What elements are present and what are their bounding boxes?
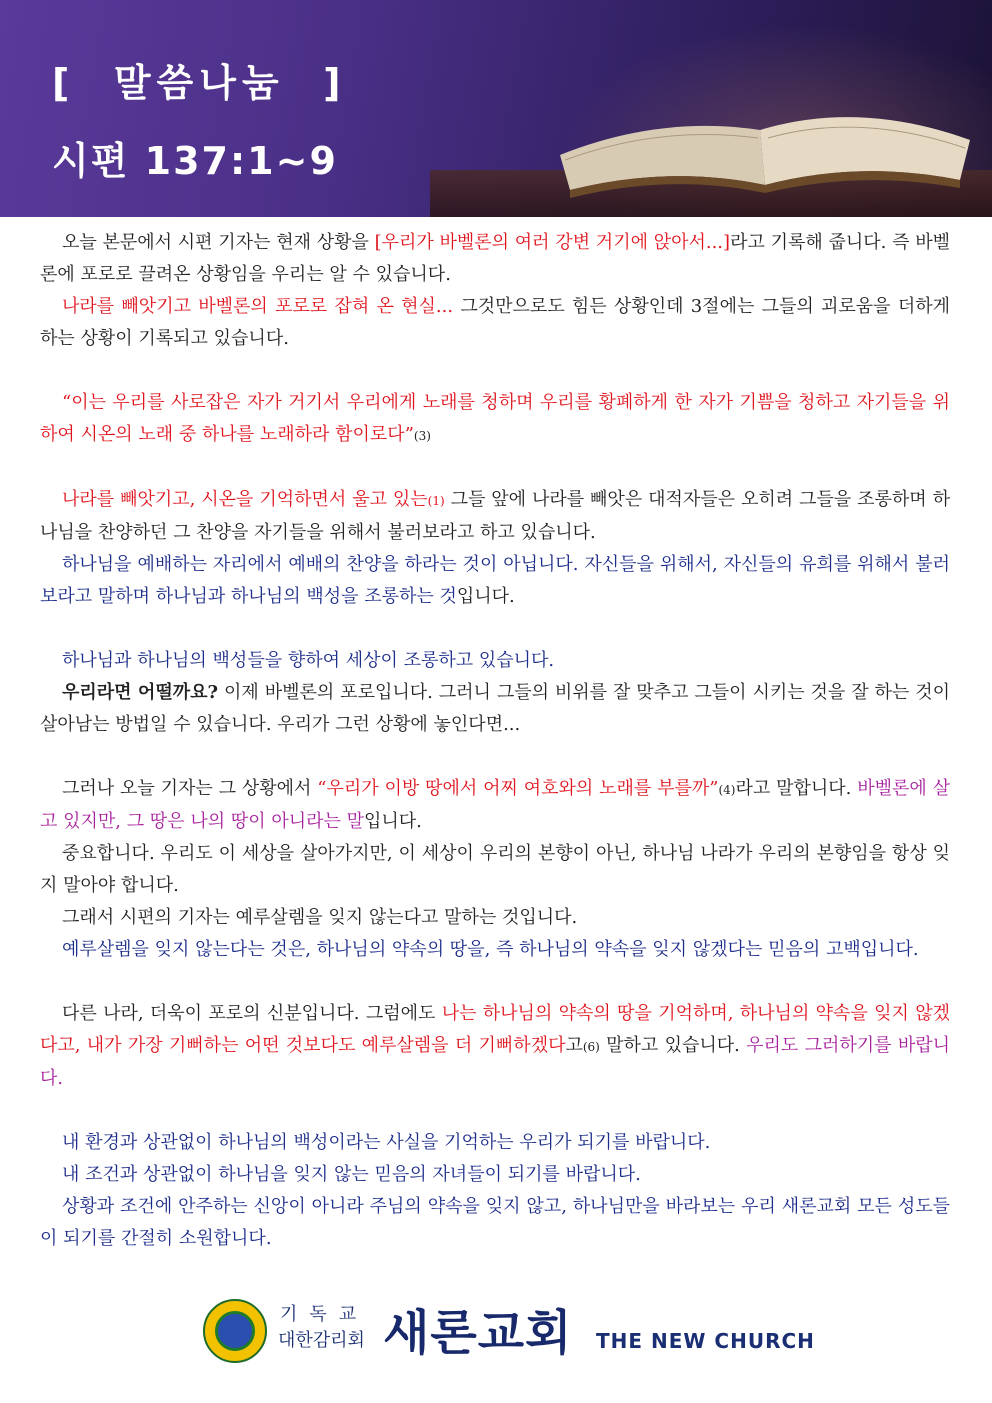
church-footer (200, 1296, 820, 1376)
sermon-body (40, 227, 950, 1255)
scripture-passage: 시편 137:1~9 (52, 139, 338, 183)
paragraph: 중요합니다. 우리도 이 세상을 살아가지만, 이 세상이 우리의 본향이 아닌, 하나님 나라가 우리의 본향임을 항상 잊지 말아야 합니다. (40, 843, 950, 896)
org-line2: 대한감리회 (278, 1330, 365, 1351)
church-emblem-logo (203, 1299, 267, 1363)
page-title: [ 말씀나눔 ] (52, 61, 347, 105)
scripture-quote: “이는 우리를 사로잡은 자가 거기서 우리에게 노래를 청하며 우리를 황폐하게 한 자가 기쁨을 청하고 자기들을 위하여 시온의 노래 중 하나를 노래하라 함이로다”(3) (40, 392, 950, 445)
paragraph: 내 환경과 상관없이 하나님의 백성이라는 사실을 기억하는 우리가 되기를 바랍니다. (62, 1132, 711, 1153)
header-banner (0, 0, 992, 217)
paragraph: 그러나 오늘 기자는 그 상황에서 “우리가 이방 땅에서 어찌 여호와의 노래를 부를까”(4)라고 말합니다. 바벨론에 살고 있지만, 그 땅은 나의 땅이 아니라는 말입니다. (40, 778, 950, 832)
paragraph: 예루살렘을 잊지 않는다는 것은, 하나님의 약속의 땅을, 즉 하나님의 약속을 잊지 않겠다는 믿음의 고백입니다. (62, 939, 919, 960)
paragraph: 우리라면 어떨까요? 이제 바벨론의 포로입니다. 그러니 그들의 비위를 잘 맞추고 그들이 시키는 것을 잘 하는 것이 살아남는 방법일 수 있습니다. 우리가 그런 상황에 놓인다면... (40, 682, 950, 735)
paragraph: 오늘 본문에서 시편 기자는 현재 상황을 [우리가 바벨론의 여러 강변 거기에 앉아서...]라고 기록해 줍니다. 즉 바벨론에 포로로 끌려온 상황임을 우리는 알 수 있습니다. (40, 232, 950, 285)
paragraph: 그래서 시편의 기자는 예루살렘을 잊지 않는다고 말하는 것입니다. (62, 907, 578, 928)
paragraph: 상황과 조건에 안주하는 신앙이 아니라 주님의 약속을 잊지 않고, 하나님만을 바라보는 우리 새론교회 모든 성도들이 되기를 간절히 소원합니다. (40, 1196, 950, 1249)
church-name-en: THE NEW CHURCH (596, 1329, 815, 1353)
paragraph: 다른 나라, 더욱이 포로의 신분입니다. 그럼에도 나는 하나님의 약속의 땅을 기억하며, 하나님의 약속을 잊지 않겠다고, 내가 가장 기뻐하는 어떤 것보다도 예루살렘을 더 기뻐하겠다고(6) 말하고 있습니다. 우리도 그러하기를 바랍니다. (40, 1003, 950, 1089)
paragraph: 하나님을 예배하는 자리에서 예배의 찬양을 하라는 것이 아닙니다. 자신들을 위해서, 자신들의 유희를 위해서 불러보라고 말하며 하나님과 하나님의 백성을 조롱하는 것입니다. (40, 554, 950, 607)
paragraph: 나라를 빼앗기고 바벨론의 포로로 잡혀 온 현실... 그것만으로도 힘든 상황인데 3절에는 그들의 괴로움을 더하게 하는 상황이 기록되고 있습니다. (40, 296, 950, 349)
paragraph: 하나님과 하나님의 백성들을 향하여 세상이 조롱하고 있습니다. (62, 650, 555, 671)
paragraph: 내 조건과 상관없이 하나님을 잊지 않는 믿음의 자녀들이 되기를 바랍니다. (62, 1164, 641, 1185)
church-name: 새론교회 (383, 1305, 573, 1361)
open-bible-image (540, 60, 990, 210)
paragraph: 나라를 빼앗기고, 시온을 기억하면서 울고 있는(1) 그들 앞에 나라를 빼앗은 대적자들은 오히려 그들을 조롱하며 하나님을 찬양하던 그 찬양을 자기들을 위해서 불러보라고 하고 있습니다. (40, 489, 950, 543)
org-line1: 기독교 (280, 1304, 369, 1325)
